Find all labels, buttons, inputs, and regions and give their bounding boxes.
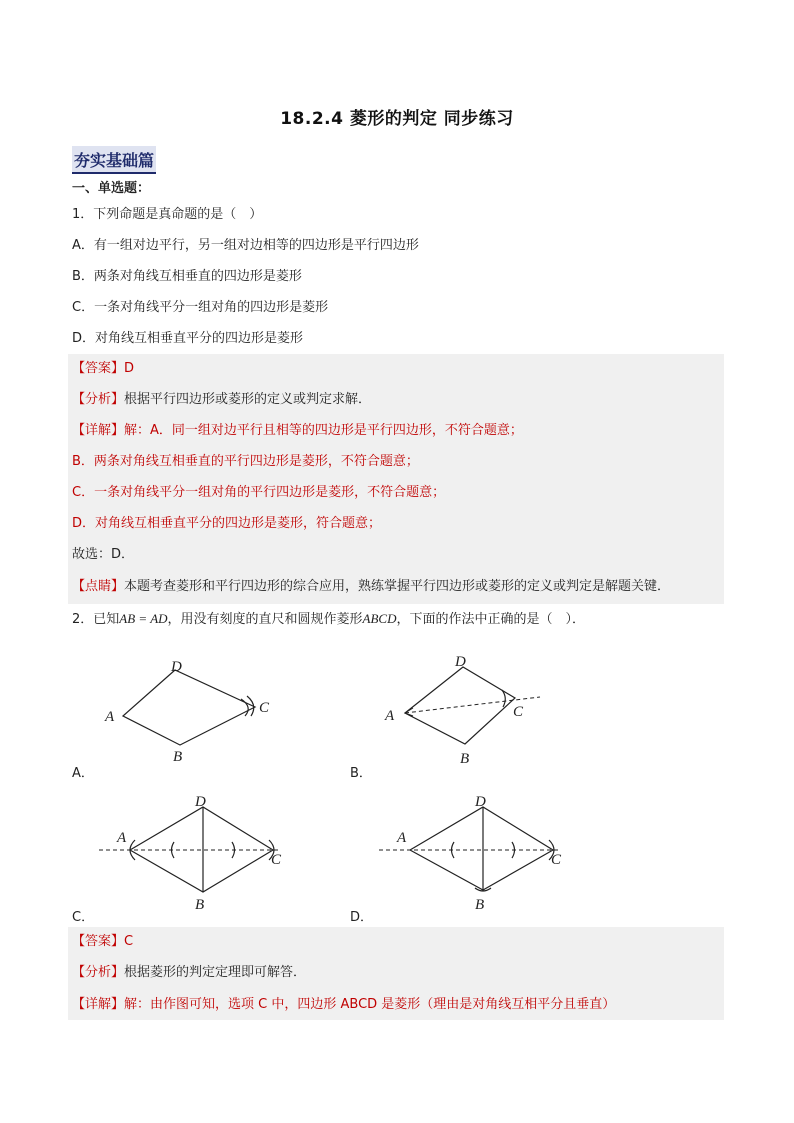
q1-stem: 1．下列命题是真命题的是（ ）	[72, 207, 263, 222]
q1-detail-d: D．对角线互相垂直平分的四边形是菱形，符合题意；	[72, 516, 382, 531]
page-title: 18.2.4 菱形的判定 同步练习	[280, 109, 514, 129]
q1-option-c: C．一条对角线平分一组对角的四边形是菱形	[72, 300, 329, 315]
comment-text: 本题考查菱形和平行四边形的综合应用，熟练掌握平行四边形或菱形的定义或判定是解题关键．	[124, 579, 671, 594]
figure-c-label: C．	[72, 910, 95, 925]
figure-c	[95, 790, 295, 915]
figure-a-label: A．	[72, 766, 94, 781]
q2-math-abcd: ABCD	[362, 611, 397, 626]
vertex-b: B	[475, 897, 485, 913]
answer-tag: 【答案】	[72, 934, 125, 949]
vertex-a: A	[397, 830, 407, 846]
q1-detail-c: C．一条对角线平分一组对角的平行四边形是菱形，不符合题意；	[72, 485, 446, 500]
q1-detail-b: B．两条对角线互相垂直的平行四边形是菱形，不符合题意；	[72, 454, 419, 469]
q1-conclusion: 故选：D．	[72, 547, 135, 562]
analysis-text: 根据平行四边形或菱形的定义或判定求解．	[124, 392, 372, 407]
vertex-d: D	[475, 794, 486, 810]
q2-analysis	[72, 964, 306, 982]
figure-d-label: D．	[350, 910, 374, 925]
section-heading: 夯实基础篇	[72, 146, 156, 174]
figure-b	[375, 650, 575, 770]
vertex-b: B	[173, 749, 183, 765]
analysis-text: 根据菱形的判定定理即可解答．	[124, 965, 307, 980]
figure-a	[95, 650, 295, 770]
vertex-d: D	[455, 654, 466, 670]
analysis-tag: 【分析】	[72, 392, 125, 407]
detail-text: 解：A．同一组对边平行且相等的四边形是平行四边形，不符合题意；	[124, 423, 523, 438]
comment-tag: 【点睛】	[72, 579, 125, 594]
answer-tag: 【答案】	[72, 361, 125, 376]
q1-option-a: A．有一组对边平行，另一组对边相等的四边形是平行四边形	[72, 238, 419, 253]
q1-option-d: D．对角线互相垂直平分的四边形是菱形	[72, 331, 304, 346]
q2-detail	[72, 996, 615, 1014]
vertex-a: A	[117, 830, 127, 846]
detail-tag: 【详解】	[72, 423, 125, 438]
q2-stem: 2．已知AB = AD，用没有刻度的直尺和圆规作菱形ABCD，下面的作法中正确的是（ ）．	[72, 611, 586, 627]
vertex-d: D	[171, 659, 182, 675]
q2-math-ab-ad: AB = AD	[119, 611, 168, 626]
figure-d	[375, 790, 575, 915]
vertex-a: A	[385, 708, 395, 724]
question-type-heading: 一、单选题：	[72, 181, 151, 196]
vertex-d: D	[195, 794, 206, 810]
vertex-a: A	[105, 709, 115, 725]
figure-b-label: B．	[350, 766, 372, 781]
q1-answer	[72, 360, 134, 378]
vertex-c: C	[513, 704, 524, 720]
q2-answer	[72, 933, 133, 951]
vertex-c: C	[259, 700, 270, 716]
q1-option-b: B．两条对角线互相垂直的四边形是菱形	[72, 269, 302, 284]
q1-detail	[72, 422, 523, 440]
answer-value: D	[124, 361, 135, 376]
vertex-b: B	[460, 751, 470, 767]
detail-tag: 【详解】	[72, 997, 125, 1012]
q1-comment	[72, 578, 670, 596]
analysis-tag: 【分析】	[72, 965, 125, 980]
vertex-c: C	[271, 852, 282, 868]
vertex-b: B	[195, 897, 205, 913]
answer-value: C	[124, 934, 134, 949]
detail-text: 解：由作图可知，选项 C 中，四边形 ABCD 是菱形（理由是对角线互相平分且垂直）	[124, 997, 616, 1012]
q1-analysis	[72, 391, 371, 409]
vertex-c: C	[551, 852, 562, 868]
